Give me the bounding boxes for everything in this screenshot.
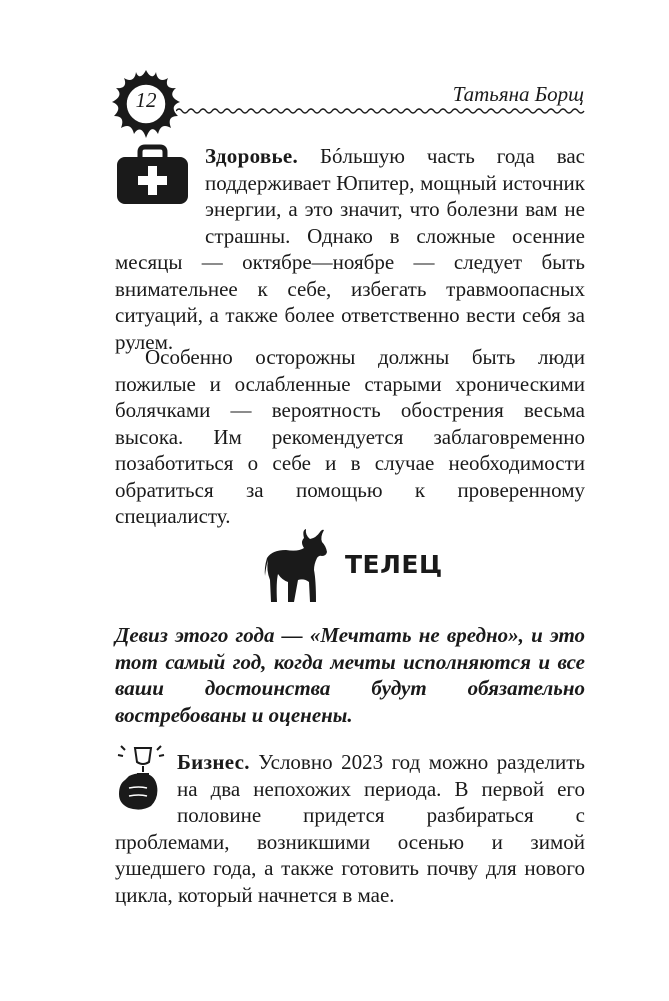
page-number: 12: [135, 88, 157, 112]
motto-paragraph: Девиз этого года — «Мечтать не вредно», и это тот самый год, когда мечты исполняются и все ваши достоинства будут обязательно востребованы и оценены.: [115, 623, 585, 727]
running-head-author: Татьяна Борщ: [452, 82, 584, 106]
header-wavy-rule: [176, 106, 586, 116]
business-paragraph: [115, 749, 585, 908]
health-lead: Здоровье.: [205, 144, 299, 168]
health-text: Бóльшую часть года вас поддерживает Юпитер, мощный источник энергии, а это значит, что болезни вам не страшны. Однако в сложные осенние месяцы — октябре—ноябре — следует быть внимательнее к себе, избегать травмоопасных ситуаций, а также более ответственно вести себя за рулем.: [115, 144, 585, 354]
business-lead: Бизнес.: [177, 750, 250, 774]
health-paragraph: [115, 143, 585, 355]
section-title-taurus: ТЕЛЕЦ: [345, 550, 443, 579]
business-text: Условно 2023 год можно разделить на два непохожих периода. В первой его половине придется разбираться с проблемами, возникшими осенью и зимой ушедшего года, а также готовить почву для нового цикла, который начнется в мае.: [115, 750, 585, 907]
health-paragraph-2: Особенно осторожны должны быть люди пожилые и ослабленные старыми хроническими болячками — вероятность обострения весьма высока. Им рекомендуется заблаговременно позаботиться о себе и в случае необходимости обратиться за помощью к проверенному специалисту.: [115, 345, 585, 528]
bull-icon: [264, 528, 330, 606]
